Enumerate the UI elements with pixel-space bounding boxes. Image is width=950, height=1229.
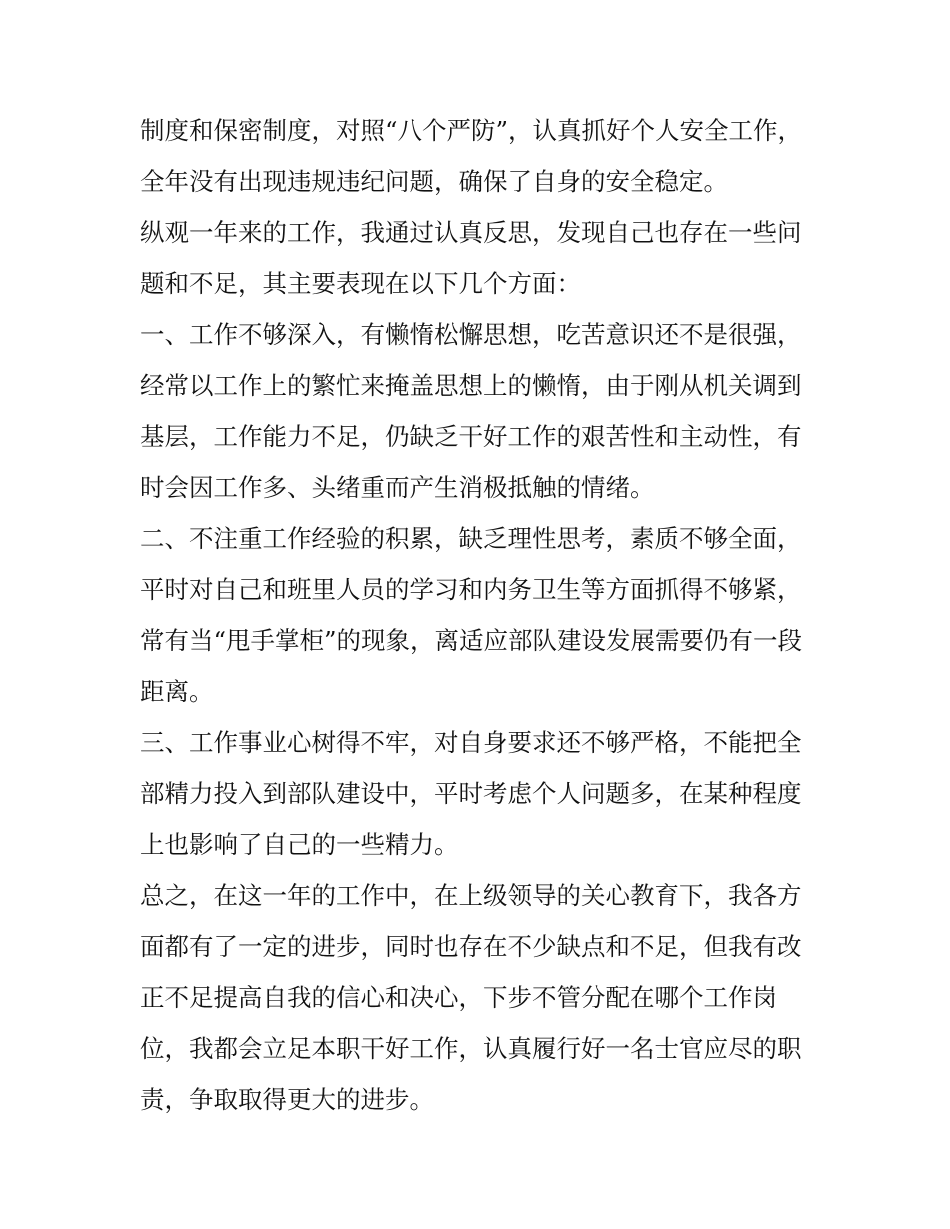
text-line: 全年没有出现违规违纪问题，确保了自身的安全稳定。 [140, 167, 728, 196]
text-line: 距离。 [140, 677, 214, 706]
text-line: 基层，工作能力不足，仍缺乏干好工作的艰苦性和主动性，有 [140, 422, 802, 451]
text-line: 上也影响了自己的一些精力。 [140, 830, 459, 859]
text-line: 纵观一年来的工作，我通过认真反思，发现自己也存在一些问 [140, 218, 802, 247]
text-line: 责，争取取得更大的进步。 [140, 1085, 434, 1114]
text-line: 面都有了一定的进步，同时也存在不少缺点和不足，但我有改 [140, 932, 802, 961]
text-line: 二、不注重工作经验的积累，缺乏理性思考，素质不够全面， [140, 524, 802, 553]
text-line: 平时对自己和班里人员的学习和内务卫生等方面抓得不够紧， [140, 575, 802, 604]
text-line: 制度和保密制度，对照“八个严防”，认真抓好个人安全工作， [140, 116, 803, 145]
text-line: 题和不足，其主要表现在以下几个方面： [140, 269, 581, 298]
text-line: 部精力投入到部队建设中，平时考虑个人问题多，在某种程度 [140, 779, 802, 808]
text-line: 一、工作不够深入，有懒惰松懈思想，吃苦意识还不是很强， [140, 320, 802, 349]
text-line: 总之，在这一年的工作中，在上级领导的关心教育下，我各方 [140, 881, 802, 910]
text-line: 时会因工作多、头绪重而产生消极抵触的情绪。 [140, 473, 655, 502]
document-body [140, 105, 830, 1125]
text-line: 位，我都会立足本职干好工作，认真履行好一名士官应尽的职 [140, 1034, 802, 1063]
text-line: 正不足提高自我的信心和决心，下步不管分配在哪个工作岗 [140, 983, 777, 1012]
text-line: 经常以工作上的繁忙来掩盖思想上的懒惰，由于刚从机关调到 [140, 371, 802, 400]
text-line: 常有当“甩手掌柜”的现象，离适应部队建设发展需要仍有一段 [140, 626, 803, 655]
text-line: 三、工作事业心树得不牢，对自身要求还不够严格，不能把全 [140, 728, 802, 757]
